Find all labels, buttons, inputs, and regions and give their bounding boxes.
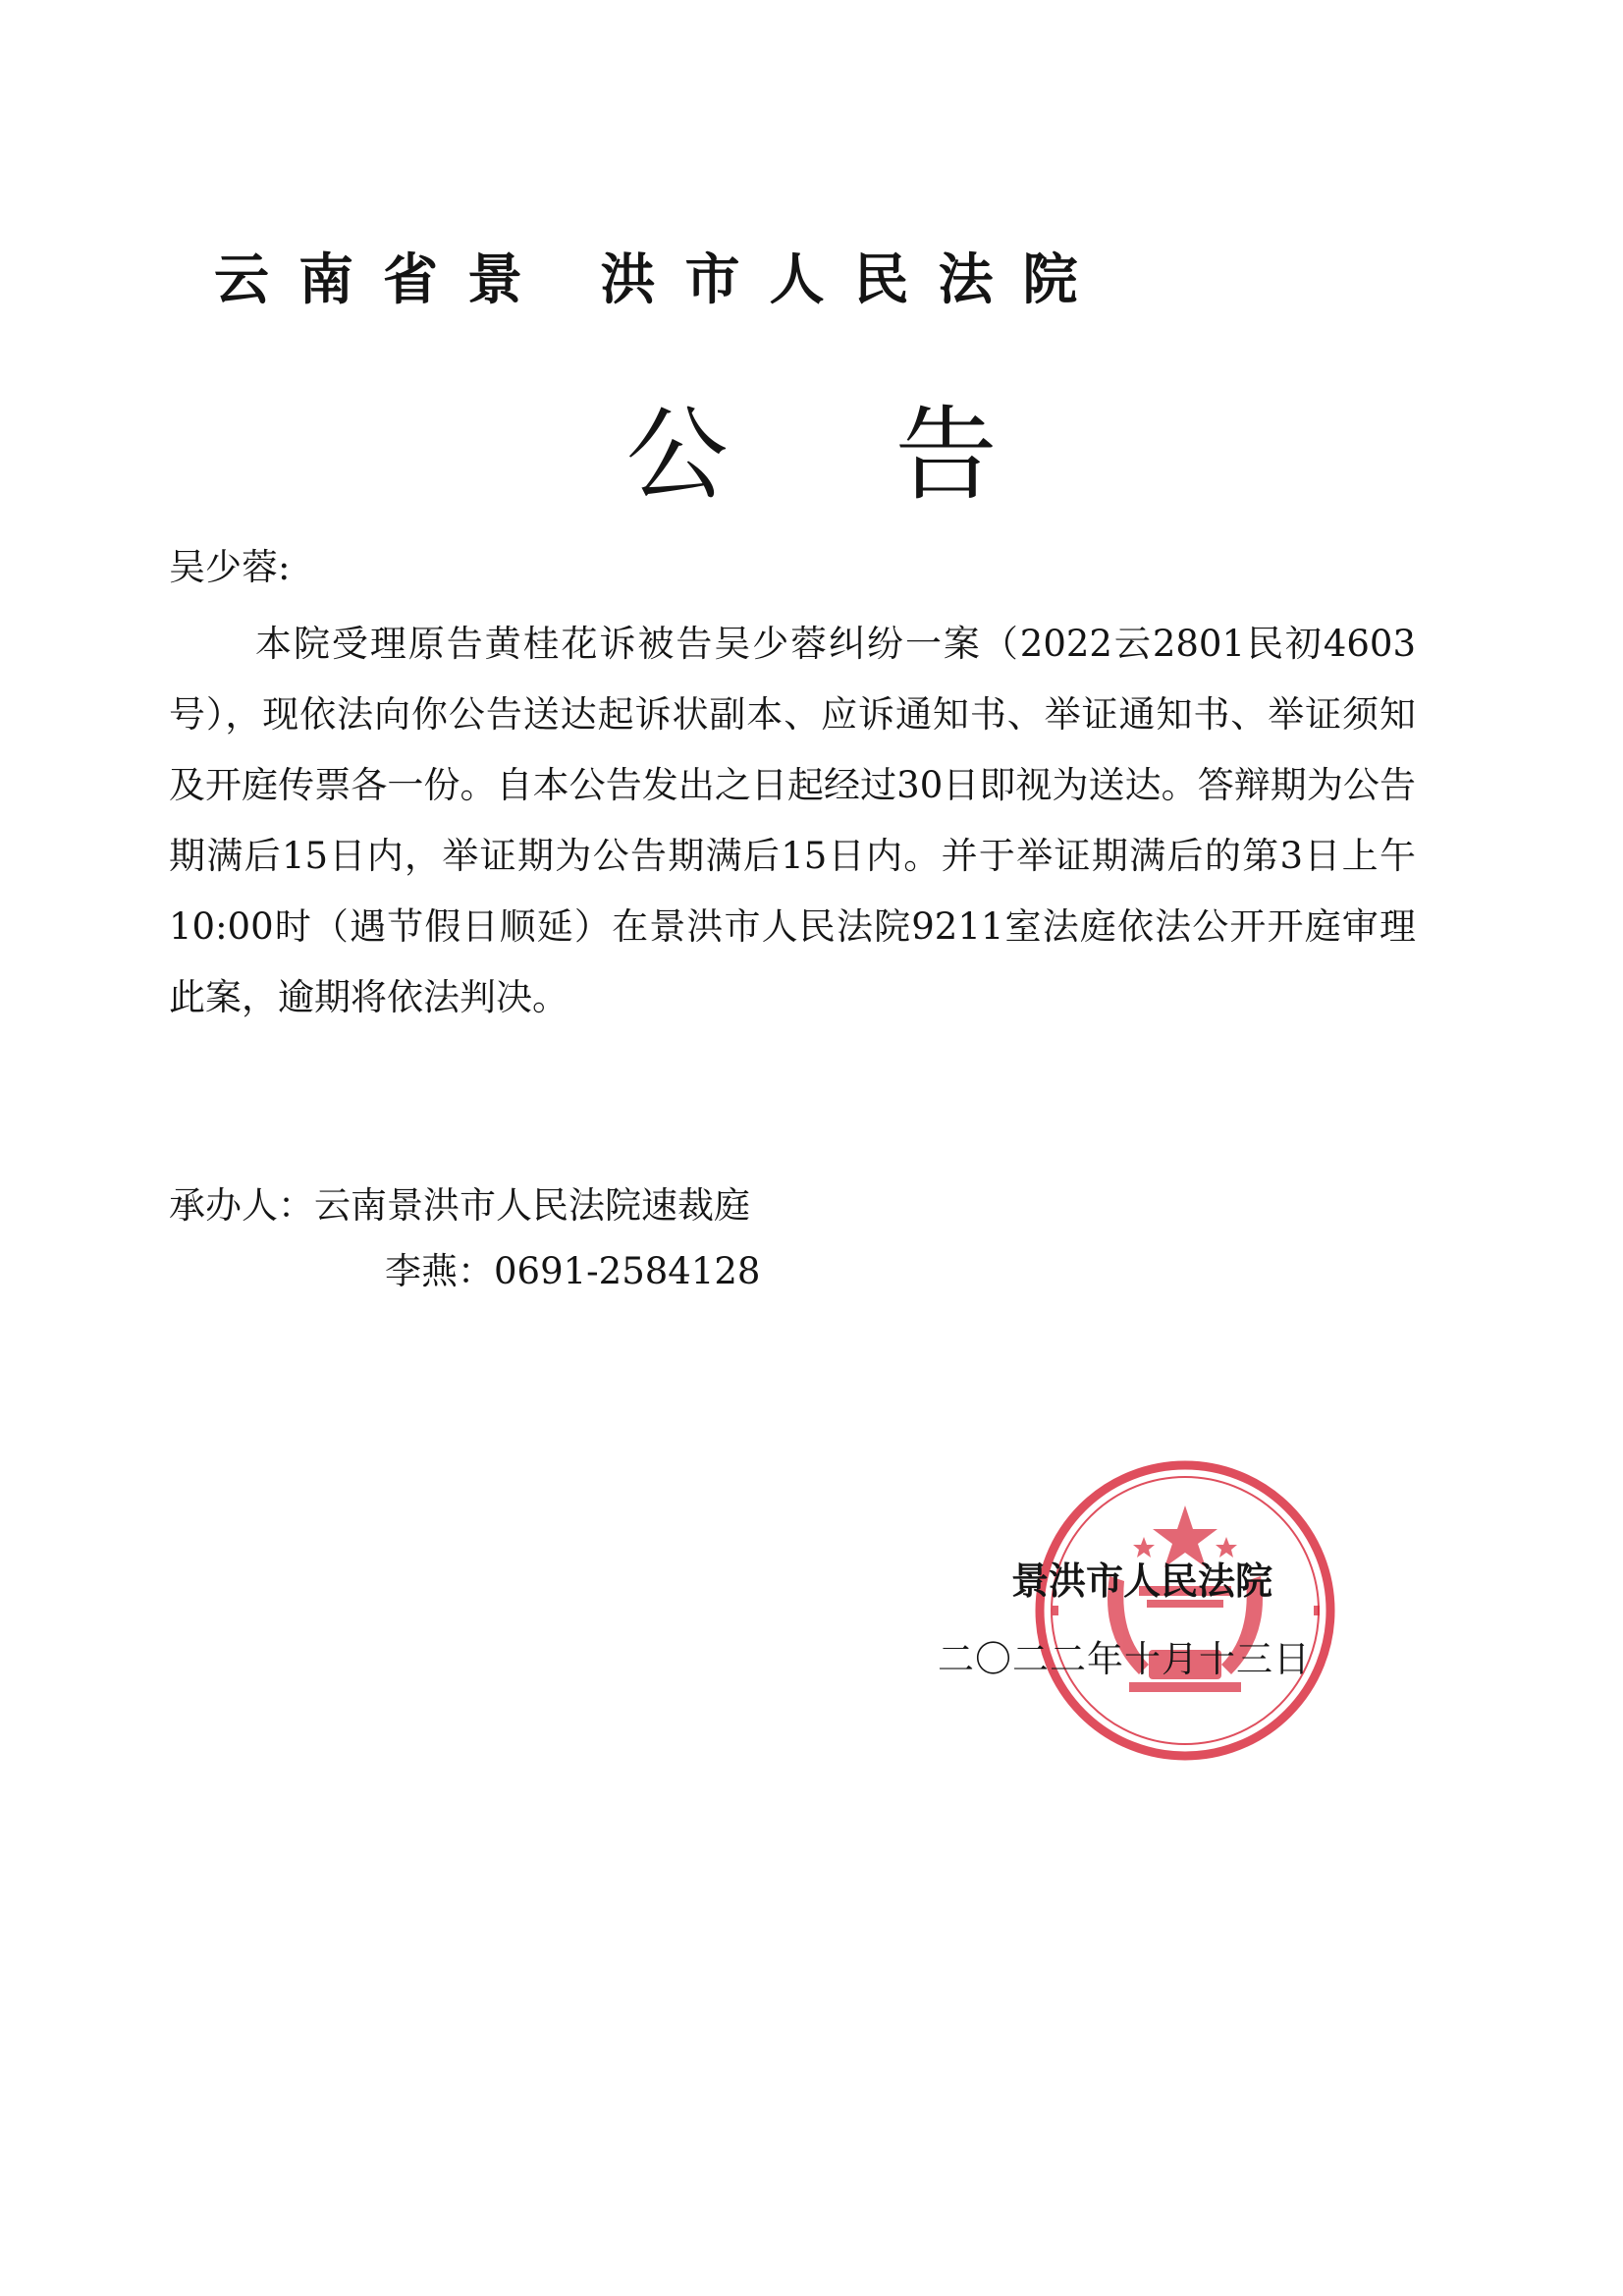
document-title: 公告 <box>625 395 1164 515</box>
court-name-heading: 云南省景 洪市人民法院 <box>214 247 1108 312</box>
notice-body: 本院受理原告黄桂花诉被告吴少蓉纠纷一案（2022云2801民初4603号），现依法向你公告送达起诉状副本、应诉通知书、举证通知书、举证须知及开庭传票各一份。自本公告发出之日起经过30日即视为送达。答辩期为公告期满后15日内，举证期为公告期满后15日内。并于举证期满后的第3日上午10:00时（遇节假日顺延）在景洪市人民法院9211室法庭依法公开开庭审理此案，逾期将依法判决。 <box>169 623 1416 1018</box>
handler-info: 承办人：云南景洪市人民法院速裁庭 <box>169 1184 750 1227</box>
signing-date: 二〇二二年十月十三日 <box>938 1638 1311 1680</box>
handler-contact: 李燕：0691-2584128 <box>385 1250 761 1292</box>
signing-court: 景洪市人民法院 <box>1011 1558 1273 1603</box>
addressee: 吴少蓉: <box>169 546 291 588</box>
